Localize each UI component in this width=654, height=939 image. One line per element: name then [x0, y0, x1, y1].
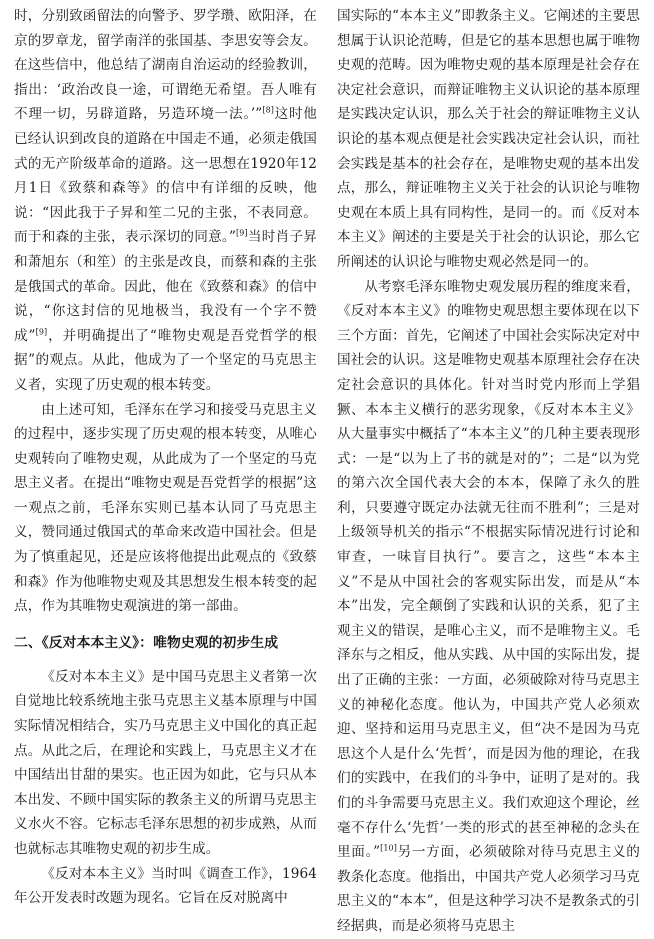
- paragraph-origin: 《反对本本主义》当时叫《调查工作》，1964年公开发表时改题为现名。它旨在反对脱离中: [14, 865, 317, 907]
- text-run: 当时肖子昇和萧旭东（和笙）的主张是改良，而蔡和森的主张是俄国式的革命。因此，他在《致蔡和森》的信中说，“你这封信的见地极当，我没有一个字不赞成”: [14, 229, 317, 344]
- text-run: 另一方面，必须破除对待马克思主义的教条化态度。他指出，中国共产党人必须学习马克思主义的“本本”，但是这种学习决不是教条式的引经据典，而是必须将马克思主: [337, 844, 640, 934]
- paragraph-three-aspects: [337, 275, 640, 939]
- paragraph-letters: [14, 4, 317, 398]
- text-run: 时，分别致函留法的向警予、罗学瓒、欧阳泽，在京的罗章龙，留学南洋的张国基、李思安等会友。在这些信中，他总结了湖南自治运动的经验教训，指出：‘政治改良一途，可谓绝无希望。吾人唯有不理一切，另辟道路，另造环境一法。’”: [14, 8, 317, 123]
- text-run: 这时他已经认识到改良的道路在中国走不通，必须走俄国式的无产阶级革命的道路。这一思想在1920年12月1日《致蔡和森等》的信中有详细的反映，他说：“因此我于子昇和笙二兄的主张，不表同意。而于和森的主张，表示深切的同意。”: [14, 106, 317, 246]
- paragraph-significance: 《反对本本主义》是中国马克思主义者第一次自觉地比较系统地主张马克思主义基本原理与中国实际情况相结合，实乃马克思主义中国化的真正起点。从此之后，在理论和实践上，马克思主义才在中国结出甘甜的果实。也正因为如此，它与只从本本出发、不顾中国实际的教条主义的所谓马克思主义水火不容。它标志毛泽东思想的初步成熟，从而也就标志其唯物史观的初步生成。: [14, 668, 317, 857]
- citation-ref: [8]: [262, 105, 274, 115]
- section-heading: 二、《反对本本主义》：唯物史观的初步生成: [14, 634, 279, 651]
- text-run: 从考察毛泽东唯物史观发展历程的维度来看，《反对本本主义》的唯物史观思想主要体现在以下三个方面：首先，它阐述了中国社会实际决定对中国社会的认识。这是唯物史观基本原理社会存在决定社会意识的具体化。针对当时党内形而上学猖獗、本本主义横行的恶劣现象，《反对本本主义》从大量事实中概括了“本本主义”的几种主要表现形式：一是“以为上了书的就是对的”；二是“以为党的第六次全国代表大会的本本，保障了永久的胜利，只要遵守既定办法就无往而不胜利”；三是对上级领导机关的指示“不根据实际情况进行讨论和审查，一味盲目执行”。要言之，这些“本本主义”不是从中国社会的客观实际出发，而是从“本本”出发，完全颠倒了实践和认识的关系，犯了主观主义的错误，是唯心主义，而不是唯物主义。毛泽东与之相反，他从实践、从中国的实际出发，提出了正确的主张：一方面，必须破除对待马克思主义的神秘化态度。他认为，中国共产党人必须欢迎、坚持和运用马克思主义，但“决不是因为马克思这个人是什么‘先哲’，而是因为他的理论，在我们的实践中，在我们的斗争中，证明了是对的。我们的斗争需要马克思主义。我们欢迎这个理论，丝毫不存什么‘先哲’一类的形式的甚至神秘的念头在里面。”: [337, 278, 640, 861]
- paragraph-summary: 由上述可知，毛泽东在学习和接受马克思主义的过程中，逐步实现了历史观的根本转变，从唯心史观转向了唯物史观，从此成为了一个坚定的马克思主义者。在提出“唯物史观是吾党哲学的根据”这一观点之前，毛泽东实则已基本认同了马克思主义，赞同通过俄国式的革命来改造中国社会。但是为了慎重起见，还是应该将他提出此观点的《致蔡和森》作为他唯物史观及其思想发生根本转变的起点，作为其唯物史观演进的第一部曲。: [14, 401, 317, 615]
- right-column: [337, 4, 640, 934]
- citation-ref: [9]: [35, 327, 48, 337]
- citation-ref: [10]: [380, 843, 397, 853]
- citation-ref: [9]: [236, 228, 248, 238]
- text-run: ，并明确提出了“唯物史观是吾党哲学的根据”的观点。从此，他成为了一个坚定的马克思主义者，实现了历史观的根本转变。: [14, 327, 317, 393]
- left-column: [14, 4, 317, 930]
- paragraph-epistemology: 国实际的“本本主义”即教条主义。它阐述的主要思想属于认识论范畴，但是它的基本思想也属于唯物史观的范畴。因为唯物史观的基本原理是社会存在决定社会意识，而辩证唯物主义认识论的基本原理是实践决定认识，那么关于社会的辩证唯物主义认识论的基本观点便是社会实践决定社会认识，而社会实践是基本的社会存在，是唯物史观的基本出发点，那么，辩证唯物主义关于社会的认识论与唯物史观在本质上具有同构性，是同一的。而《反对本本主义》阐述的主要是关于社会的认识论，那么它所阐述的认识论与唯物史观必然是同一的。: [337, 8, 640, 270]
